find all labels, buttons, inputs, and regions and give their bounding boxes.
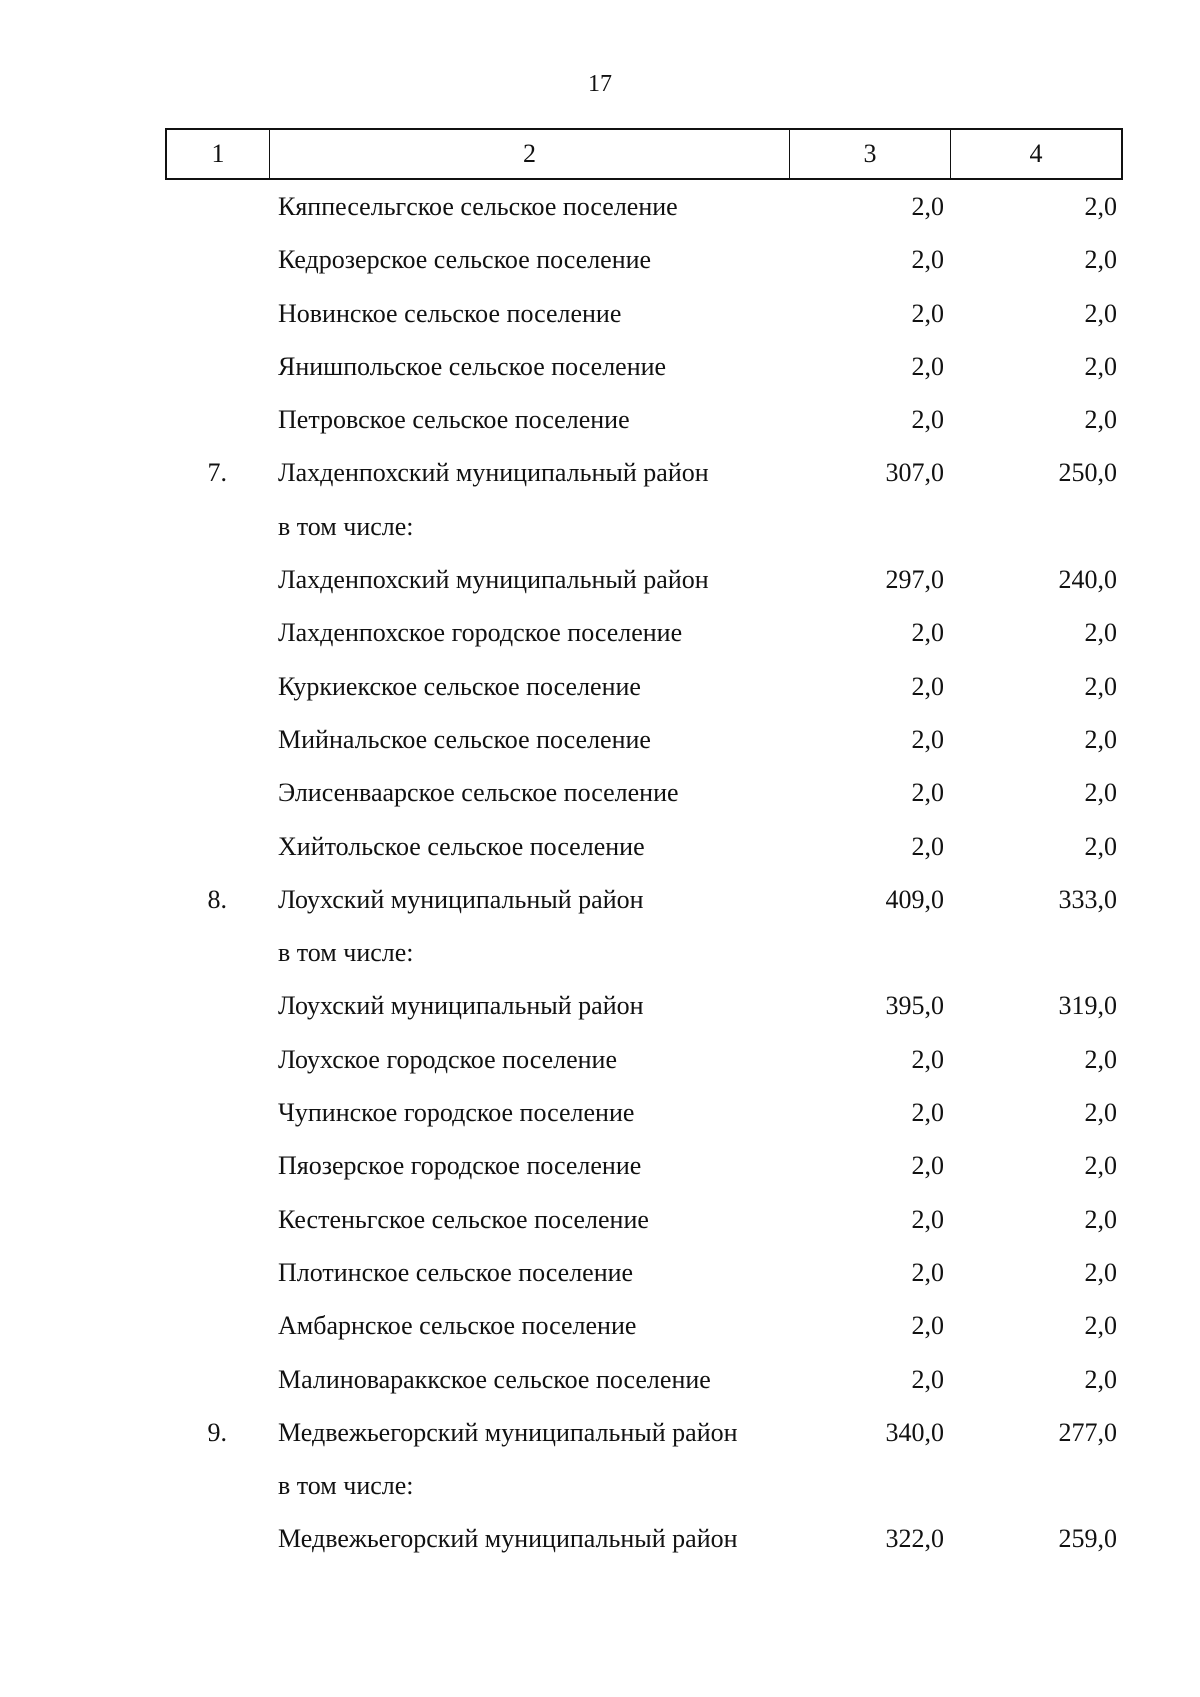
row-name: Медвежьегорский муниципальный район	[278, 1524, 738, 1554]
table-row	[0, 562, 1200, 615]
table-row	[0, 455, 1200, 508]
row-name: в том числе:	[278, 511, 414, 541]
row-value-col3: 2,0	[911, 618, 944, 648]
row-name: Хийтольское сельское поселение	[278, 831, 645, 861]
row-value-col3: 322,0	[885, 1524, 944, 1554]
table-row	[0, 988, 1200, 1041]
header-col-2: 2	[270, 130, 790, 178]
row-value-col3: 2,0	[911, 671, 944, 701]
row-name: Лоухский муниципальный район	[278, 884, 644, 914]
row-value-col3: 2,0	[911, 298, 944, 328]
row-name: в том числе:	[278, 938, 414, 968]
row-value-col4: 2,0	[1084, 724, 1117, 754]
row-name: Янишпольское сельское поселение	[278, 351, 667, 381]
row-value-col3: 2,0	[911, 831, 944, 861]
row-value-col4: 2,0	[1084, 1364, 1117, 1394]
row-value-col4: 2,0	[1084, 831, 1117, 861]
row-value-col4: 2,0	[1084, 1098, 1117, 1128]
row-name: Петровское сельское поселение	[278, 405, 630, 435]
row-value-col3: 2,0	[911, 724, 944, 754]
row-name: Мийнальское сельское поселение	[278, 724, 651, 754]
table-row	[0, 775, 1200, 828]
row-value-col3: 2,0	[911, 1257, 944, 1287]
table-row	[0, 1255, 1200, 1308]
header-col-1: 1	[167, 130, 270, 178]
row-name: Амбарнское сельское поселение	[278, 1311, 637, 1341]
row-value-col4: 2,0	[1084, 1204, 1117, 1234]
table-body	[0, 189, 1200, 1575]
row-name: Кяппесельгское сельское поселение	[278, 192, 678, 221]
table-row	[0, 242, 1200, 295]
table-row	[0, 189, 1200, 242]
row-value-col3: 2,0	[911, 405, 944, 435]
row-value-col4: 2,0	[1084, 1044, 1117, 1074]
table-row	[0, 829, 1200, 882]
row-value-col3: 2,0	[911, 1364, 944, 1394]
table-row	[0, 882, 1200, 935]
row-name: Лоухский муниципальный район	[278, 991, 644, 1021]
row-value-col4: 250,0	[1058, 458, 1117, 488]
row-value-col3: 2,0	[911, 1098, 944, 1128]
row-value-col4: 2,0	[1084, 1311, 1117, 1341]
table-row	[0, 1095, 1200, 1148]
row-value-col3: 307,0	[885, 458, 944, 488]
row-name: Лахденпохский муниципальный район	[278, 565, 709, 595]
row-value-col4: 319,0	[1058, 991, 1117, 1021]
row-value-col3: 297,0	[885, 565, 944, 595]
row-value-col4: 2,0	[1084, 351, 1117, 381]
row-name: Пяозерское городское поселение	[278, 1151, 642, 1181]
row-value-col3: 409,0	[885, 884, 944, 914]
row-name: Плотинское сельское поселение	[278, 1257, 634, 1287]
row-value-col3: 2,0	[911, 245, 944, 275]
row-name: Кедрозерское сельское поселение	[278, 245, 652, 275]
table-row	[0, 1415, 1200, 1468]
row-value-col4: 2,0	[1084, 405, 1117, 435]
table-row	[0, 669, 1200, 722]
row-name: в том числе:	[278, 1471, 414, 1501]
row-number: 8.	[207, 884, 227, 914]
row-name: Лоухское городское поселение	[278, 1044, 618, 1074]
row-value-col4: 2,0	[1084, 245, 1117, 275]
table-row	[0, 1468, 1200, 1521]
row-value-col3: 2,0	[911, 1311, 944, 1341]
row-value-col4: 2,0	[1084, 778, 1117, 808]
page-number: 17	[588, 71, 612, 97]
row-name: Куркиекское сельское поселение	[278, 671, 641, 701]
row-name: Лахденпохский муниципальный район	[278, 458, 709, 488]
row-value-col3: 2,0	[911, 1151, 944, 1181]
table-row	[0, 935, 1200, 988]
row-value-col3: 340,0	[885, 1417, 944, 1447]
header-col-3: 3	[790, 130, 951, 178]
row-value-col4: 2,0	[1084, 1151, 1117, 1181]
row-number: 7.	[207, 458, 227, 488]
table-row	[0, 1148, 1200, 1201]
table-header	[165, 128, 1123, 180]
row-value-col4: 2,0	[1084, 1257, 1117, 1287]
row-name: Малиновараккское сельское поселение	[278, 1364, 711, 1394]
row-name: Элисенваарское сельское поселение	[278, 778, 679, 808]
row-value-col3: 2,0	[911, 351, 944, 381]
table-row	[0, 402, 1200, 455]
row-value-col3: 2,0	[911, 192, 944, 221]
table-row	[0, 722, 1200, 775]
header-col-4: 4	[1029, 139, 1043, 168]
row-value-col4: 259,0	[1058, 1524, 1117, 1554]
table-row	[0, 1202, 1200, 1255]
row-value-col4: 2,0	[1084, 298, 1117, 328]
row-value-col3: 395,0	[885, 991, 944, 1021]
row-value-col3: 2,0	[911, 1044, 944, 1074]
row-name: Чупинское городское поселение	[278, 1098, 635, 1128]
table-row	[0, 1308, 1200, 1361]
row-value-col4: 333,0	[1058, 884, 1117, 914]
row-value-col4: 240,0	[1058, 565, 1117, 595]
table-row	[0, 1521, 1200, 1574]
row-value-col4: 2,0	[1084, 671, 1117, 701]
row-name: Медвежьегорский муниципальный район	[278, 1417, 738, 1447]
row-value-col3: 2,0	[911, 1204, 944, 1234]
row-value-col3: 2,0	[911, 778, 944, 808]
row-value-col4: 2,0	[1084, 618, 1117, 648]
row-name: Новинское сельское поселение	[278, 298, 622, 328]
table-row	[0, 1362, 1200, 1415]
table-row	[0, 349, 1200, 402]
row-name: Кестеньгское сельское поселение	[278, 1204, 649, 1234]
row-value-col4: 2,0	[1084, 192, 1117, 221]
row-name: Лахденпохское городское поселение	[278, 618, 683, 648]
row-value-col4: 277,0	[1058, 1417, 1117, 1447]
table-row	[0, 615, 1200, 668]
row-number: 9.	[207, 1417, 227, 1447]
table-row	[0, 296, 1200, 349]
table-row	[0, 1042, 1200, 1095]
table-row	[0, 509, 1200, 562]
